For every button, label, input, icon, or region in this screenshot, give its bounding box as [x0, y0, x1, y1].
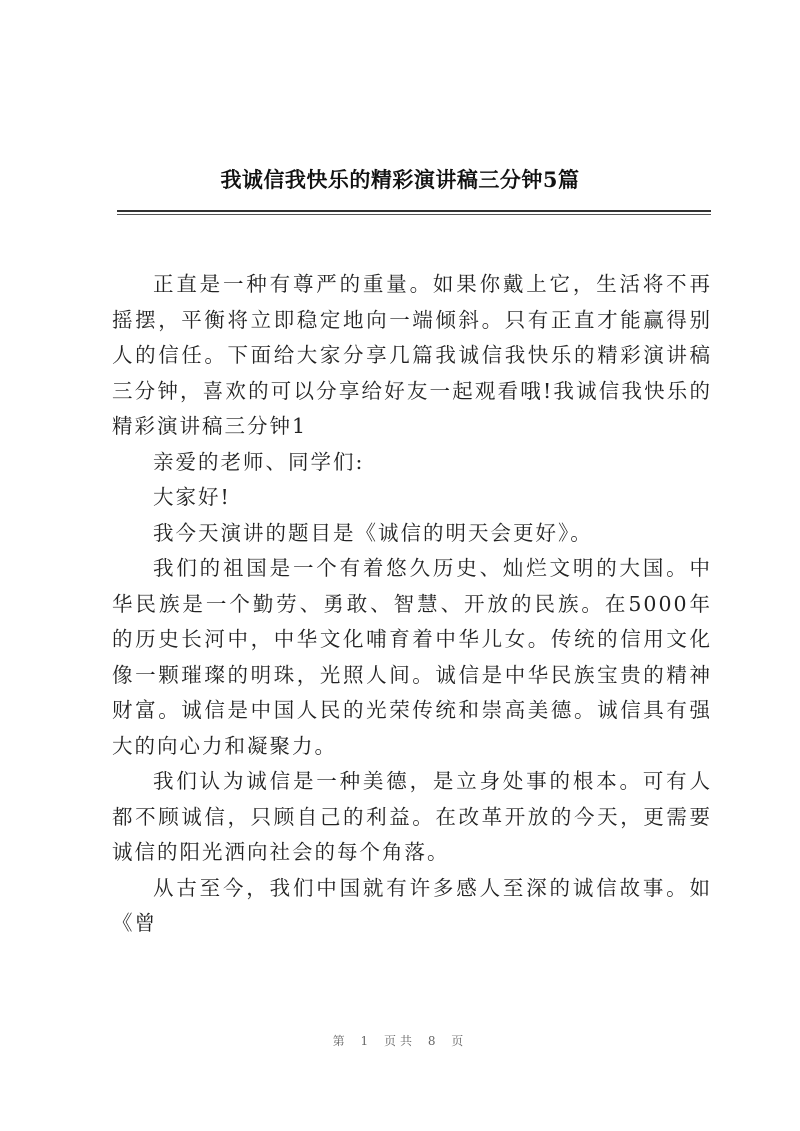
- paragraph-greeting-teachers: 亲爱的老师、同学们:: [153, 449, 365, 474]
- document-body: [112, 267, 712, 942]
- paragraph-speech-topic: 我今天演讲的题目是《诚信的明天会更好》。: [153, 520, 593, 545]
- document-title: 我诚信我快乐的精彩演讲稿三分钟5篇: [220, 167, 580, 192]
- footer-prefix: 第: [332, 1034, 349, 1048]
- page-footer: [0, 1032, 800, 1049]
- footer-middle: 页共: [383, 1034, 416, 1048]
- footer-current-page: 1: [360, 1034, 373, 1048]
- paragraph-greeting-all: 大家好!: [153, 485, 231, 509]
- title-divider: [117, 210, 711, 212]
- footer-total-pages: 8: [427, 1034, 440, 1048]
- paragraph-motherland: 我们的祖国是一个有着悠久历史、灿烂文明的大国。中华民族是一个勤劳、勇敢、智慧、开放的民族。在5000年的历史长河中，中华文化哺育着中华儿女。传统的信用文化像一颗璀璨的明珠，光照人间。诚信是中华民族宝贵的精神财富。诚信是中国人民的光荣传统和崇高美德。诚信具有强大的向心力和凝聚力。: [112, 556, 712, 758]
- paragraph-stories: 从古至今，我们中国就有许多感人至深的诚信故事。如《曾: [112, 875, 712, 935]
- title-divider-thin: [117, 214, 711, 215]
- footer-suffix: 页: [451, 1034, 468, 1048]
- paragraph-intro: 正直是一种有尊严的重量。如果你戴上它，生活将不再摇摆，平衡将立即稳定地向一端倾斜。只有正直才能赢得别人的信任。下面给大家分享几篇我诚信我快乐的精彩演讲稿三分钟，喜欢的可以分享给好友一起观看哦!我诚信我快乐的精彩演讲稿三分钟1: [112, 272, 712, 438]
- paragraph-virtue: 我们认为诚信是一种美德，是立身处事的根本。可有人都不顾诚信，只顾自己的利益。在改革开放的今天，更需要诚信的阳光洒向社会的每个角落。: [112, 769, 712, 864]
